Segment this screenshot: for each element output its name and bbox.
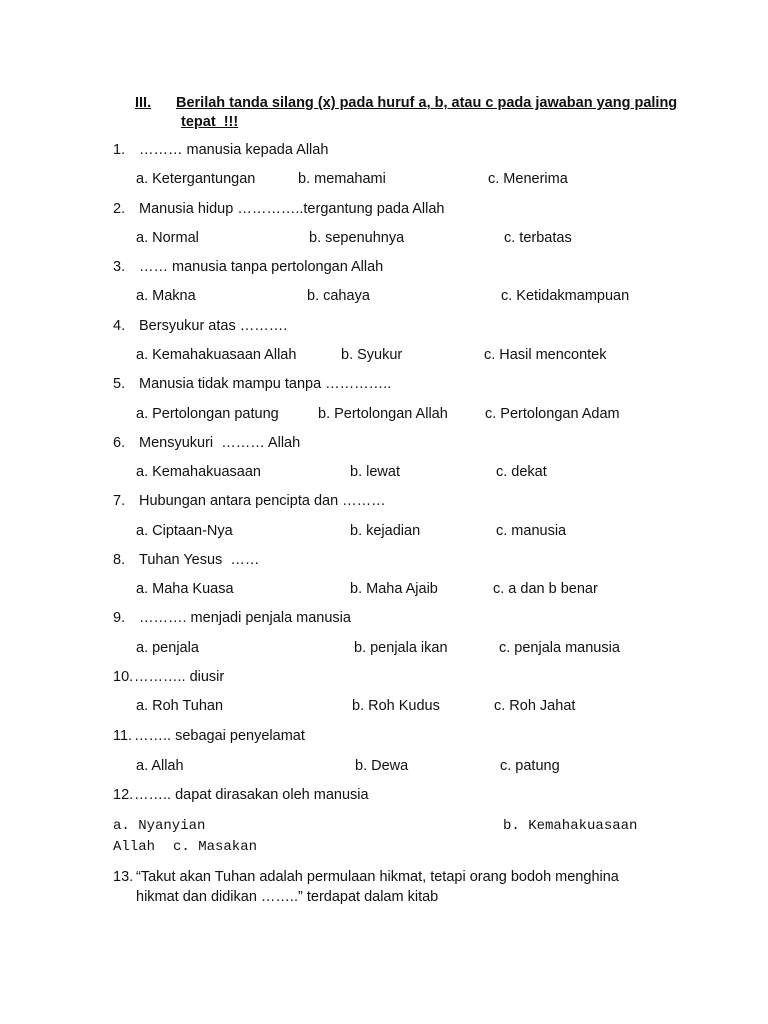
- option-a: a. Nyanyian: [113, 818, 206, 834]
- question-number: 10.: [113, 669, 134, 685]
- option-b: b. memahami: [298, 171, 386, 187]
- question-text: Hubungan antara pencipta dan ………: [139, 493, 386, 509]
- section-number: III.: [135, 95, 152, 111]
- question-text-line-2: hikmat dan didikan ……..” terdapat dalam kitab: [136, 889, 439, 905]
- option-c: c. terbatas: [504, 230, 572, 246]
- question-text: ………. menjadi penjala manusia: [139, 610, 351, 626]
- option-c: c. penjala manusia: [499, 640, 620, 656]
- question-number: 11.: [113, 728, 133, 744]
- option-a: a. Roh Tuhan: [136, 698, 224, 714]
- option-a: a. Ciptaan-Nya: [136, 523, 233, 539]
- option-a: a. Normal: [136, 230, 199, 246]
- option-c: c. Roh Jahat: [494, 698, 576, 714]
- question-number: 3.: [113, 259, 126, 275]
- option-c: c. Ketidakmampuan: [501, 288, 630, 304]
- question-text: Manusia tidak mampu tanpa …………..: [139, 376, 392, 392]
- option-c: c. Pertolongan Adam: [485, 406, 620, 422]
- option-c: c. Menerima: [488, 171, 568, 187]
- question-number: 13.: [113, 869, 134, 885]
- question-number: 12.: [113, 787, 134, 803]
- option-b: b. Maha Ajaib: [350, 581, 438, 597]
- option-a: a. penjala: [136, 640, 199, 656]
- question-number: 9.: [113, 610, 126, 626]
- option-a: a. Kemahakuasaan: [136, 464, 261, 480]
- option-a: a. Pertolongan patung: [136, 406, 279, 422]
- question-number: 2.: [113, 201, 126, 217]
- question-number: 8.: [113, 552, 126, 568]
- option-a: a. Makna: [136, 288, 196, 304]
- question-text: …….. sebagai penyelamat: [134, 728, 305, 744]
- option-b: b. cahaya: [307, 288, 370, 304]
- question-text: Tuhan Yesus ……: [139, 552, 260, 568]
- option-c: c. dekat: [496, 464, 547, 480]
- question-number: 5.: [113, 376, 126, 392]
- question-text: Mensyukuri ……… Allah: [139, 435, 301, 451]
- option-c: c. a dan b benar: [493, 581, 598, 597]
- option-b: b. Syukur: [341, 347, 403, 363]
- option-b: b. sepenuhnya: [309, 230, 405, 246]
- instruction-line-1: Berilah tanda silang (x) pada huruf a, b, atau c pada jawaban yang paling: [176, 95, 678, 111]
- question-number: 4.: [113, 318, 126, 334]
- question-number: 7.: [113, 493, 126, 509]
- question-text-line-1: “Takut akan Tuhan adalah permulaan hikmat, tetapi orang bodoh menghina: [136, 869, 619, 885]
- option-b-continued: Allah: [113, 839, 156, 855]
- option-b: b. lewat: [350, 464, 400, 480]
- option-b: b. Pertolongan Allah: [318, 406, 448, 422]
- question-text: Manusia hidup …………..tergantung pada Allah: [139, 201, 445, 217]
- question-number: 1.: [113, 142, 126, 158]
- option-b: b. penjala ikan: [354, 640, 448, 656]
- option-a: a. Maha Kuasa: [136, 581, 234, 597]
- option-a: a. Allah: [136, 758, 184, 774]
- question-text: ……….. diusir: [134, 669, 225, 685]
- question-text: Bersyukur atas ……….: [139, 318, 288, 334]
- instruction-line-2: tepat !!!: [181, 114, 239, 130]
- option-a: a. Ketergantungan: [136, 171, 256, 187]
- option-b: b. kejadian: [350, 523, 421, 539]
- option-b: b. Roh Kudus: [352, 698, 440, 714]
- option-b: b. Dewa: [355, 758, 409, 774]
- option-a: a. Kemahakuasaan Allah: [136, 347, 297, 363]
- option-c: c. manusia: [496, 523, 567, 539]
- question-number: 6.: [113, 435, 126, 451]
- option-c: c. patung: [500, 758, 560, 774]
- question-text: …….. dapat dirasakan oleh manusia: [134, 787, 369, 803]
- option-c: c. Masakan: [173, 839, 258, 855]
- question-text: …… manusia tanpa pertolongan Allah: [139, 259, 384, 275]
- question-text: ……… manusia kepada Allah: [139, 142, 329, 158]
- option-c: c. Hasil mencontek: [484, 347, 607, 363]
- option-b: b. Kemahakuasaan: [503, 818, 638, 834]
